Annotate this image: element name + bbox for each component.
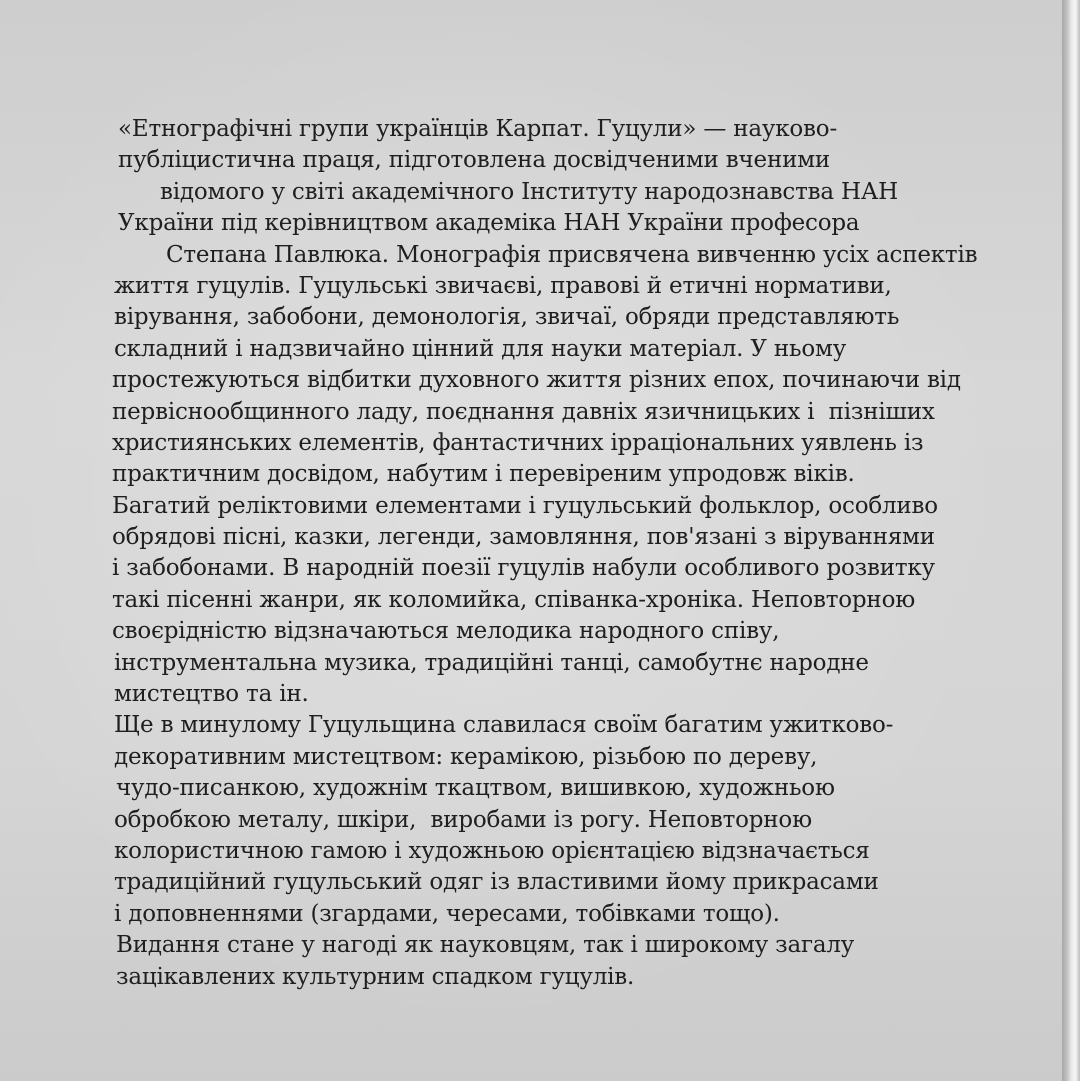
text-line: України під керівництвом академіка НАН України професора (118, 210, 860, 237)
text-line: практичним досвідом, набутим і перевіреним упродовж віків. (112, 461, 855, 488)
annotation-text (0, 114, 1040, 993)
text-line: обробкою металу, шкіри, виробами із рогу. Неповторною (114, 806, 812, 833)
text-line: інструментальна музика, традиційні танці, самобутнє народне (114, 649, 869, 676)
text-line: декоративним мистецтвом: керамікою, різьбою по дереву, (114, 743, 818, 770)
text-line: своєрідністю відзначаються мелодика народного співу, (112, 618, 780, 645)
text-line: християнських елементів, фантастичних ірраціональних уявлень із (112, 429, 924, 456)
text-line: такі пісенні жанри, як коломийка, співанка-хроніка. Неповторною (112, 586, 916, 613)
text-line: чудо-писанкою, художнім ткацтвом, вишивкою, художньою (116, 775, 835, 802)
text-line: зацікавлених культурним спадком гуцулів. (116, 963, 635, 990)
text-line: і забобонами. В народній поезії гуцулів набули особливого розвитку (112, 555, 935, 582)
text-line: публіцистична праця, підготовлена досвідченими вченими (118, 147, 831, 174)
text-line: Степана Павлюка. Монографія присвячена вивченню усіх аспектів (166, 241, 978, 268)
text-line: колористичною гамою і художньою орієнтацією відзначається (114, 837, 870, 864)
text-line: простежуються відбитки духовного життя різних епох, починаючи від (112, 367, 961, 394)
text-line: традиційний гуцульський одяг із властивими йому прикрасами (114, 869, 879, 896)
page-edge (1062, 0, 1080, 1081)
text-line: відомого у світі академічного Інституту народознавства НАН (160, 178, 898, 205)
text-line: мистецтво та ін. (114, 681, 309, 708)
text-line: і доповненнями (згардами, чересами, тобівками тощо). (114, 900, 780, 927)
text-line: Видання стане у нагоді як науковцям, так і широкому загалу (116, 932, 855, 959)
text-line: первіснообщинного ладу, поєднання давніх язичницьких і пізніших (112, 398, 935, 425)
text-line: обрядові пісні, казки, легенди, замовляння, пов'язані з віруваннями (112, 524, 935, 551)
text-line: складний і надзвичайно цінний для науки матеріал. У ньому (114, 335, 847, 362)
text-line: життя гуцулів. Гуцульські звичаєві, правові й етичні нормативи, (114, 272, 892, 299)
text-line: Ще в минулому Гуцульщина славилася своїм багатим ужитково- (114, 712, 894, 739)
text-line: вірування, забобони, демонологія, звичаї, обряди представляють (114, 304, 900, 331)
text-line: «Етнографічні групи українців Карпат. Гуцули» — науково- (118, 116, 838, 142)
text-line: Багатий реліктовими елементами і гуцульський фольклор, особливо (112, 492, 938, 519)
